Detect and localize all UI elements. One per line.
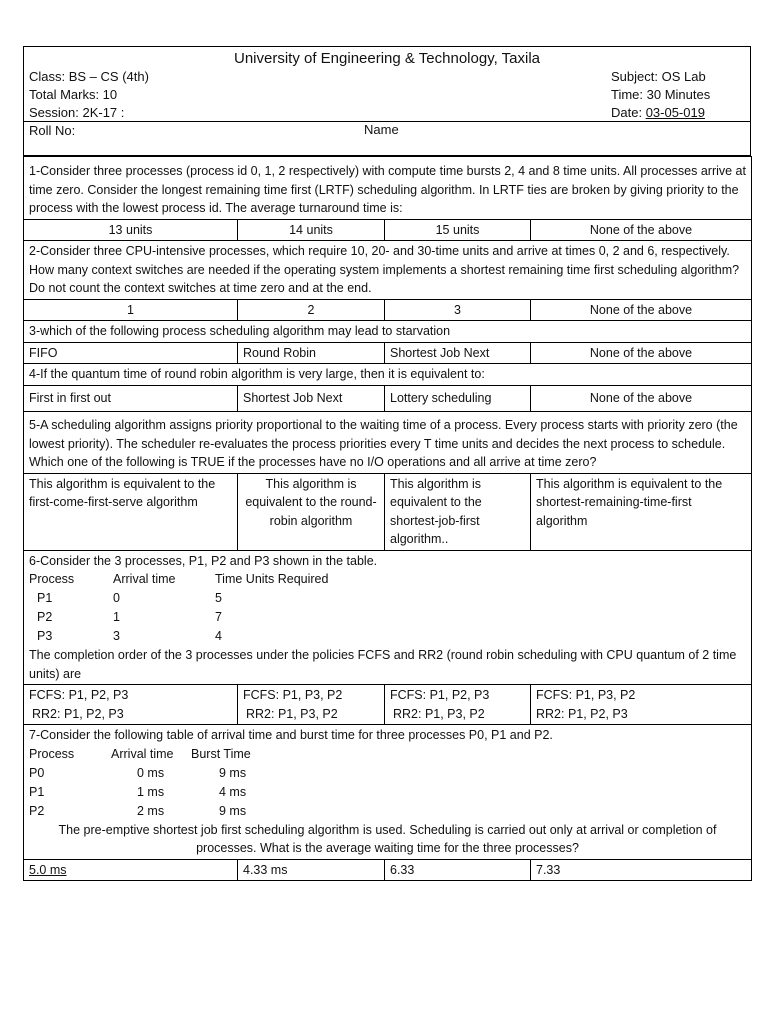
q6-header-units: Time Units Required <box>215 572 329 586</box>
q5-option-a: This algorithm is equivalent to the first-come-first-serve algorithm <box>24 473 238 550</box>
q7-option-a <box>24 859 238 881</box>
name-label: Name <box>364 122 399 137</box>
q2-option-d: None of the above <box>531 299 752 321</box>
q7-row3-process: P2 <box>29 803 45 818</box>
q6-row3-arrival: 3 <box>113 629 120 643</box>
q1-option-b: 14 units <box>238 219 385 241</box>
university-title: University of Engineering & Technology, Taxila <box>233 50 540 67</box>
q6-option-b <box>238 685 385 725</box>
q4-option-d: None of the above <box>531 385 752 412</box>
q7-question: The pre-emptive shortest job first scheduling algorithm is used. Scheduling is carried out only at arrival or completion of processes. What is the average waiting time for the three processes? <box>58 822 717 855</box>
q7-block <box>24 725 752 860</box>
q3-option-d: None of the above <box>531 342 752 364</box>
session-label: Session: 2K-17 : <box>29 105 125 120</box>
q6-row3-process: P3 <box>37 629 53 643</box>
q4-option-c: Lottery scheduling <box>385 385 531 412</box>
q3-option-a: FIFO <box>24 342 238 364</box>
date-value: 03-05-019 <box>645 105 705 120</box>
q1-option-d: None of the above <box>531 219 752 241</box>
q6-option-d <box>531 685 752 725</box>
q2-option-c: 3 <box>385 299 531 321</box>
class-label: Class: BS – CS (4th) <box>29 69 149 84</box>
q3-options <box>24 342 752 364</box>
q6-row2-arrival: 1 <box>113 610 120 624</box>
q6-option-d-fcfs: FCFS: P1, P3, P2 <box>536 688 636 702</box>
q6-option-a-rr2: RR2: P1, P2, P3 <box>32 706 124 721</box>
q7-row2-arrival: 1 ms <box>137 784 165 799</box>
q3-option-c: Shortest Job Next <box>385 342 531 364</box>
q7-process-table <box>29 745 746 821</box>
q5-option-b: This algorithm is equivalent to the round-robin algorithm <box>238 473 385 550</box>
q7-option-d: 7.33 <box>531 859 752 881</box>
q6-text: 6-Consider the 3 processes, P1, P2 and P3 shown in the table. <box>29 553 378 568</box>
q5-text: 5-A scheduling algorithm assigns priority proportional to the waiting time of a process. Every process starts with priority zero (the lowest priority). The scheduler re-evaluates the process priorities every T time units and decides the next process to schedule. Which one of the following is TRUE if the processes have no I/O operations and all arrive at time zero? <box>24 412 752 474</box>
q6-options <box>24 685 752 725</box>
questions-table <box>23 156 752 881</box>
date-label-text: Date: <box>611 105 646 120</box>
roll-no-label: Roll No: <box>29 123 76 138</box>
q5-option-c: This algorithm is equivalent to the shortest-job-first algorithm.. <box>385 473 531 550</box>
q7-row3-burst: 9 ms <box>219 803 247 818</box>
q7-option-a-text: 5.0 ms <box>29 862 67 877</box>
exam-header <box>23 46 751 122</box>
date-label <box>611 105 705 120</box>
q6-option-c <box>385 685 531 725</box>
q7-row2-burst: 4 ms <box>219 784 247 799</box>
q6-block <box>24 550 752 685</box>
total-marks-label: Total Marks: 10 <box>29 87 118 102</box>
q2-option-b: 2 <box>238 299 385 321</box>
roll-name-row <box>23 122 751 156</box>
q7-row1-process: P0 <box>29 765 45 780</box>
q6-option-a-fcfs: FCFS: P1, P2, P3 <box>29 688 129 702</box>
q6-option-c-rr2: RR2: P1, P3, P2 <box>393 706 485 721</box>
q1-text: 1-Consider three processes (process id 0, 1, 2 respectively) with compute time bursts 2, 4 and 8 time units. All processes arrive at time zero. Consider the longest remaining time first (LRTF) scheduling algorithm. In LRTF ties are broken by giving priority to the process with the lowest process id. The average turnaround time is: <box>24 157 752 220</box>
q7-row1-arrival: 0 ms <box>137 765 165 780</box>
q1-option-c: 15 units <box>385 219 531 241</box>
q4-options <box>24 385 752 412</box>
q7-option-b: 4.33 ms <box>238 859 385 881</box>
q4-text: 4-If the quantum time of round robin algorithm is very large, then it is equivalent to: <box>24 364 752 386</box>
exam-sheet <box>23 46 751 881</box>
q7-row1-burst: 9 ms <box>219 765 247 780</box>
q2-text: 2-Consider three CPU-intensive processes, which require 10, 20- and 30-time units and arrive at times 0, 2 and 6, respectively. How many context switches are needed if the operating system implements a shortest remaining time first scheduling algorithm? Do not count the context switches at time zero and at the end. <box>24 241 752 300</box>
time-label: Time: 30 Minutes <box>611 87 711 102</box>
q1-options <box>24 219 752 241</box>
q6-option-b-rr2: RR2: P1, P3, P2 <box>246 706 338 721</box>
q2-options <box>24 299 752 321</box>
q6-option-b-fcfs: FCFS: P1, P3, P2 <box>243 688 343 702</box>
q7-text: 7-Consider the following table of arrival time and burst time for three processes P0, P1 and P2. <box>29 728 553 742</box>
q5-options <box>24 473 752 550</box>
q7-option-c: 6.33 <box>385 859 531 881</box>
q7-options <box>24 859 752 881</box>
q7-header-process: Process <box>29 746 75 761</box>
q6-row1-process: P1 <box>37 591 53 605</box>
q6-header-process: Process <box>29 572 75 586</box>
q7-header-burst: Burst Time <box>191 746 251 761</box>
q1-option-a: 13 units <box>24 219 238 241</box>
q2-option-a: 1 <box>24 299 238 321</box>
q3-option-b: Round Robin <box>238 342 385 364</box>
q4-option-b: Shortest Job Next <box>238 385 385 412</box>
q7-header-arrival: Arrival time <box>111 746 174 761</box>
q6-row1-units: 5 <box>215 591 222 605</box>
q6-row3-units: 4 <box>215 629 222 643</box>
q4-option-a: First in first out <box>24 385 238 412</box>
q6-question: The completion order of the 3 processes under the policies FCFS and RR2 (round robin scheduling with CPU quantum of 2 time units) are <box>29 648 737 681</box>
q5-option-d: This algorithm is equivalent to the shortest-remaining-time-first algorithm <box>531 473 752 550</box>
q6-row2-process: P2 <box>37 610 53 624</box>
q6-option-d-rr2: RR2: P1, P2, P3 <box>536 706 628 721</box>
q7-row2-process: P1 <box>29 784 45 799</box>
subject-label: Subject: OS Lab <box>611 69 706 84</box>
q6-process-table <box>29 570 746 646</box>
q7-row3-arrival: 2 ms <box>137 803 165 818</box>
q6-option-c-fcfs: FCFS: P1, P2, P3 <box>390 688 490 702</box>
q6-row1-arrival: 0 <box>113 591 120 605</box>
q3-text: 3-which of the following process scheduling algorithm may lead to starvation <box>24 321 752 343</box>
q6-option-a <box>24 685 238 725</box>
q6-row2-units: 7 <box>215 610 222 624</box>
q6-header-arrival: Arrival time <box>113 572 176 586</box>
